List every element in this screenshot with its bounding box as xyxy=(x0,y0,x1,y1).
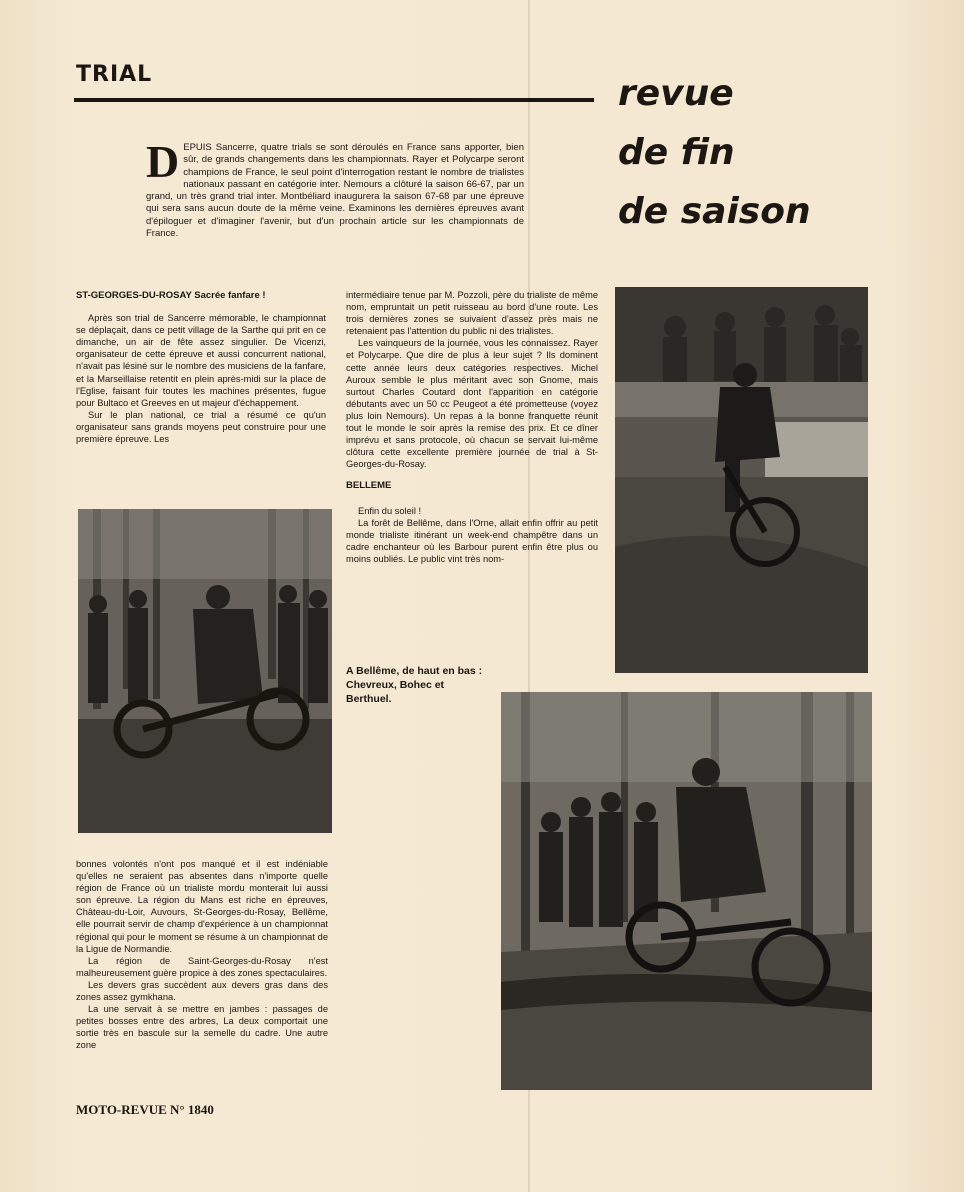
paragraph: La forêt de Bellême, dans l'Orne, allait enfin offrir au petit monde trialiste itinérant un week-end champêtre dans un cadre enchanteur où les Barbour purent enfin être plus ou moins oubliés. Le public vint très nom- xyxy=(346,517,598,564)
intro-text: EPUIS Sancerre, quatre trials se sont déroulés en France sans apporter, bien sûr, de grands changements dans les championnats. Rayer et Polycarpe seront champions de France, le seul point d'interrogation restant le nombre de trialistes nationaux passant en catégorie inter. Nemours a clôturé la saison 66-67, par un grand, un très grand trial inter. Montbéliard inaugurera la saison 67-68 par une épreuve qui sera sans aucun doute de la même veine. Examinons les dernières épreuves avant d'épiloguer et d'imaginer l'avenir, but d'un prochain article sur les championnats de France. xyxy=(146,142,524,240)
photo-icon xyxy=(615,287,868,673)
photo-rider-forest xyxy=(78,509,332,833)
subhead-belleme: BELLEME xyxy=(346,480,392,492)
drop-cap: D xyxy=(146,136,180,187)
paragraph: intermédiaire tenue par M. Pozzoli, père du trialiste de même nom, empruntait un petit ruisseau au bord d'une route. Les trois dernières zones se suivaient d'assez près mais ne retenaient pas l'attention du public ni des trialistes. xyxy=(346,290,598,337)
photo-rider-stream xyxy=(615,287,868,673)
photo-caption: A Bellême, de haut en bas : Chevreux, Bohec et Berthuel. xyxy=(346,665,483,705)
article-column-1 xyxy=(76,290,326,445)
headline-line-2: de fin xyxy=(618,132,735,173)
photo-rider-log xyxy=(501,692,872,1090)
paragraph: La région de Saint-Georges-du-Rosay n'est malheureusement guère propice à des zones spectaculaires. xyxy=(76,955,328,978)
photo-icon xyxy=(501,692,872,1090)
headline xyxy=(618,64,811,241)
paragraph: Après son trial de Sancerre mémorable, le championnat se déplaçait, dans ce petit village de la Sarthe qui prit en ce dimanche, un air de fête assez singulier. De Vicenzi, organisateur de cette épreuve et aussi concurrent national, n'avait pas lésiné sur le nombre des musiciens de la fanfare, et la Marseillaise retentit en plein après-midi sur la place de l'Eglise, faisant fuir toutes les machines présentes, fugue pour Bultaco et Greeves en ut majeur d'échappement. xyxy=(76,313,326,408)
headline-line-1: revue xyxy=(618,73,734,114)
intro-paragraph xyxy=(146,136,524,240)
headline-line-3: de saison xyxy=(618,191,811,232)
paragraph: Les devers gras succèdent aux devers gras dans des zones assez gymkhana. xyxy=(76,979,328,1003)
subhead-st-georges: ST-GEORGES-DU-ROSAY Sacrée fanfare ! xyxy=(76,290,266,301)
paragraph: Les vainqueurs de la journée, vous les connaissez. Rayer et Polycarpe. Que dire de plus à leur sujet ? Ils dominent cette année leurs deux catégories respectives. Michel Auroux semble le plus méritant avec son Gnome, mais surtout Charles Coutard dont l'apparition en catégorie débutants avec un 50 cc Peugeot a été prometteuse (voyez plus loin Nemours). Un repas à la bonne franquette réunit tout le monde le soir après la remise des prix. Et ce dîner imprévu et sans protocole, où chacun se servait lui-même clôtura cette excellente première journée de trial à St-Georges-du-Rosay. xyxy=(346,338,598,470)
paragraph: La une servait à se mettre en jambes : passages de petites bosses entre des arbres, La deux comportait une sortie très en bascule sur la semelle du cadre. Une autre zone xyxy=(76,1004,328,1051)
photo-icon xyxy=(78,509,332,833)
paragraph: Sur le plan national, ce trial a résumé ce qu'un organisateur sans grands moyens peut construire pour une première épreuve. Les xyxy=(76,409,326,445)
paragraph: Enfin du soleil ! xyxy=(358,505,422,516)
page-footer: MOTO-REVUE N° 1840 xyxy=(76,1102,214,1117)
article-column-2 xyxy=(346,289,598,565)
section-label: TRIAL xyxy=(76,62,153,87)
header-rule xyxy=(74,98,594,102)
paragraph: bonnes volontés n'ont pos manqué et il est indéniable qu'elles ne seraient pas absentes dans n'importe quelle région de France où un trialiste mordu monterait lui aussi son épreuve. La région du Mans est riche en épreuves, Château-du-Loir, Auvours, St-Georges-du-Rosay, Bellême, elle pourrait servir de champ d'expérience à un championnat régional qui pour le moment se résume à un championnat de la Ligue de Normandie. xyxy=(76,859,328,954)
article-column-3 xyxy=(76,858,328,1052)
